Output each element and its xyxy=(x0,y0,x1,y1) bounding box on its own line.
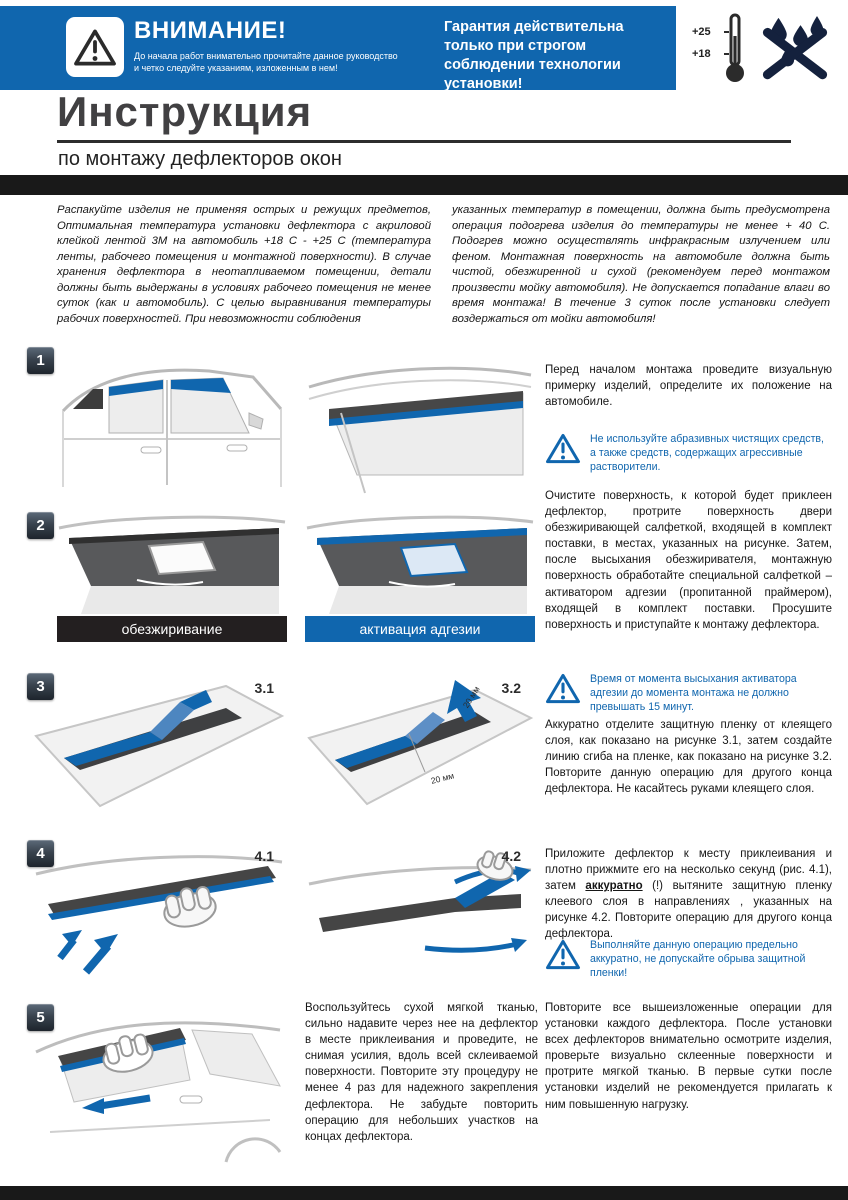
step1-number-badge: 1 xyxy=(27,347,54,374)
title-divider xyxy=(57,140,791,143)
step2-number-badge: 2 xyxy=(27,512,54,539)
step4-warning-text: Выполняйте данную операцию предельно аккуратно, не допускайте обрыва защитной пленки! xyxy=(590,939,806,980)
page-subtitle: по монтажу дефлекторов окон xyxy=(58,148,342,170)
step3-text: Аккуратно отделите защитную пленку от клеящего слоя, как показано на рисунке 3.1, затем создайте линию сгиба на пленке, как показано на рисунке 3.2. Повторите данную операцию для другого конца дефлектора. Не касайтесь руками клеящего слоя. xyxy=(545,719,832,796)
figure-step3-peel xyxy=(30,672,288,812)
step4-warning xyxy=(545,938,832,980)
step5-number-badge: 5 xyxy=(27,1004,54,1031)
step1-warning-text: Не используйте абразивных чистящих средств, а также средств, содержащих агрессивные растворители. xyxy=(590,433,824,474)
figure-step1-window-closeup xyxy=(305,347,535,495)
page-title: Инструкция xyxy=(57,88,313,135)
figure-step2-degrease xyxy=(57,512,287,642)
warranty-note: Гарантия действительна только при строгом соблюдении технологии установки! xyxy=(444,19,624,93)
step3-warning-text: Время от момента высыхания активатора адгезии до момента монтажа не должно превышать 15 минут. xyxy=(590,673,797,714)
figure-step5-wipe xyxy=(30,1000,288,1165)
step2-text: Очистите поверхность, к которой будет приклеен дефлектор, протрите поверхность двери обезжиривающей салфеткой, входящей в комплект поставки, в местах, указанных на рисунке. Затем, после высыхания обезжиривателя, монтажную поверхность обработайте специальной салфеткой – активатором адгезии (пропитанной праймером), входящей в комплект поставки. Просушите поверхность и приступайте к монтажу дефлектора. xyxy=(545,490,832,631)
step1-text: Перед началом монтажа проведите визуальную примерку изделий, определите их положение на автомобиле. xyxy=(545,364,832,409)
figure-step2-primer xyxy=(305,512,535,642)
temp-high-label: +25 xyxy=(692,26,711,38)
figure-step4-pull-film xyxy=(305,840,535,988)
warning-triangle-icon xyxy=(545,433,581,464)
intro-right-column: указанных температур в помещении, должна быть предусмотрена операция подогрева изделия до температуры не менее + 40 С. Подогрев можно осуществлять инфракрасным излучением или феном. Монтажная поверхность на автомобиле должна быть чистой, обезжиренной и сухой (рекомендуем перед монтажом произвести мойку автомобиля). Не допускается попадание влаги во время монтажа! В течение 3 суток после установки следует воздержаться от мойки автомобиля! xyxy=(452,204,830,326)
figure-label-4-2: 4.2 xyxy=(501,848,521,864)
attention-box xyxy=(66,17,124,77)
step3-warning xyxy=(545,672,832,714)
step1-warning xyxy=(545,432,832,474)
warning-triangle-icon xyxy=(545,673,581,704)
warning-triangle-icon xyxy=(545,939,581,970)
figure-label-4-1: 4.1 xyxy=(254,848,274,864)
warning-triangle-icon xyxy=(73,28,117,67)
figure-step3-fold xyxy=(305,672,535,812)
step5-right-text: Повторите все вышеизложенные операции для установки каждого дефлектора. После установки всех дефлекторов внимательно осмотрите изделия, проверьте визуально склеенные поверхности и протрите мягкой тканью. В первые сутки после установки изделий не рекомендуется прилагать к ним повышенную нагрузку. xyxy=(545,1002,832,1111)
attention-subtext: До начала работ внимательно прочитайте данное руководство и четко следуйте указаниям, изложенным в нем! xyxy=(134,51,398,74)
temp-low-label: +18 xyxy=(692,48,711,60)
top-black-bar xyxy=(0,175,848,195)
step3-number-badge: 3 xyxy=(27,673,54,700)
step4-text-part1: Приложите дефлектор к месту приклеивания и плотно прижмите его на несколько секунд (рис. 4.1), затем xyxy=(545,848,832,893)
intro-left-column: Распакуйте изделия не применяя острых и режущих предметов, Оптимальная температура установки дефлектора с акриловой клейкой лентой 3М на автомобиль +18 С - +25 С (температура ленты, рабочего помещения и монтажной поверхности). В случае хранения дефлектора в неотапливаемом помещении, детали должны быть выдержаны в условиях рабочего помещения не менее суток (как и автомобиль). С целью выравнивания температуры рабочих поверхностей. При невозможности соблюдения xyxy=(57,204,431,326)
dimension-label: 20 мм xyxy=(460,684,482,710)
step5-middle-text: Воспользуйтесь сухой мягкой тканью, сильно надавите через нее на дефлектор в месте приклеивания и проведите, не снимая усилия, вдоль всей склеиваемой поверхности. Повторите эту процедуру не менее 4 раз для надежного закрепления дефлектора. Не забудьте повторить операцию для небольших участков на концах дефлектора. xyxy=(305,1002,538,1143)
figure-step1-car-side xyxy=(57,347,287,495)
step4-text-part2: (!) вытяните защитную пленку клеевого слоя в направлениях , указанных на рисунке 4.2. Повторите операцию для другого конца дефлектора. xyxy=(545,880,832,941)
figure-label-3-2: 3.2 xyxy=(501,680,521,696)
figure-label-3-1: 3.1 xyxy=(254,680,274,696)
bottom-black-bar xyxy=(0,1186,848,1200)
step2-caption-primer: активация адгезии xyxy=(305,616,535,642)
step4-number-badge: 4 xyxy=(27,840,54,867)
dimension-label: 20 мм xyxy=(429,770,456,786)
thermometer-icon xyxy=(722,12,748,89)
step2-caption-degrease: обезжиривание xyxy=(57,616,287,642)
step4-text-underlined: аккуратно xyxy=(585,880,643,893)
attention-title: ВНИМАНИЕ! xyxy=(134,17,287,44)
no-washing-crossed-icon xyxy=(756,16,834,87)
figure-step4-press xyxy=(30,840,288,988)
step4-text xyxy=(545,846,832,943)
